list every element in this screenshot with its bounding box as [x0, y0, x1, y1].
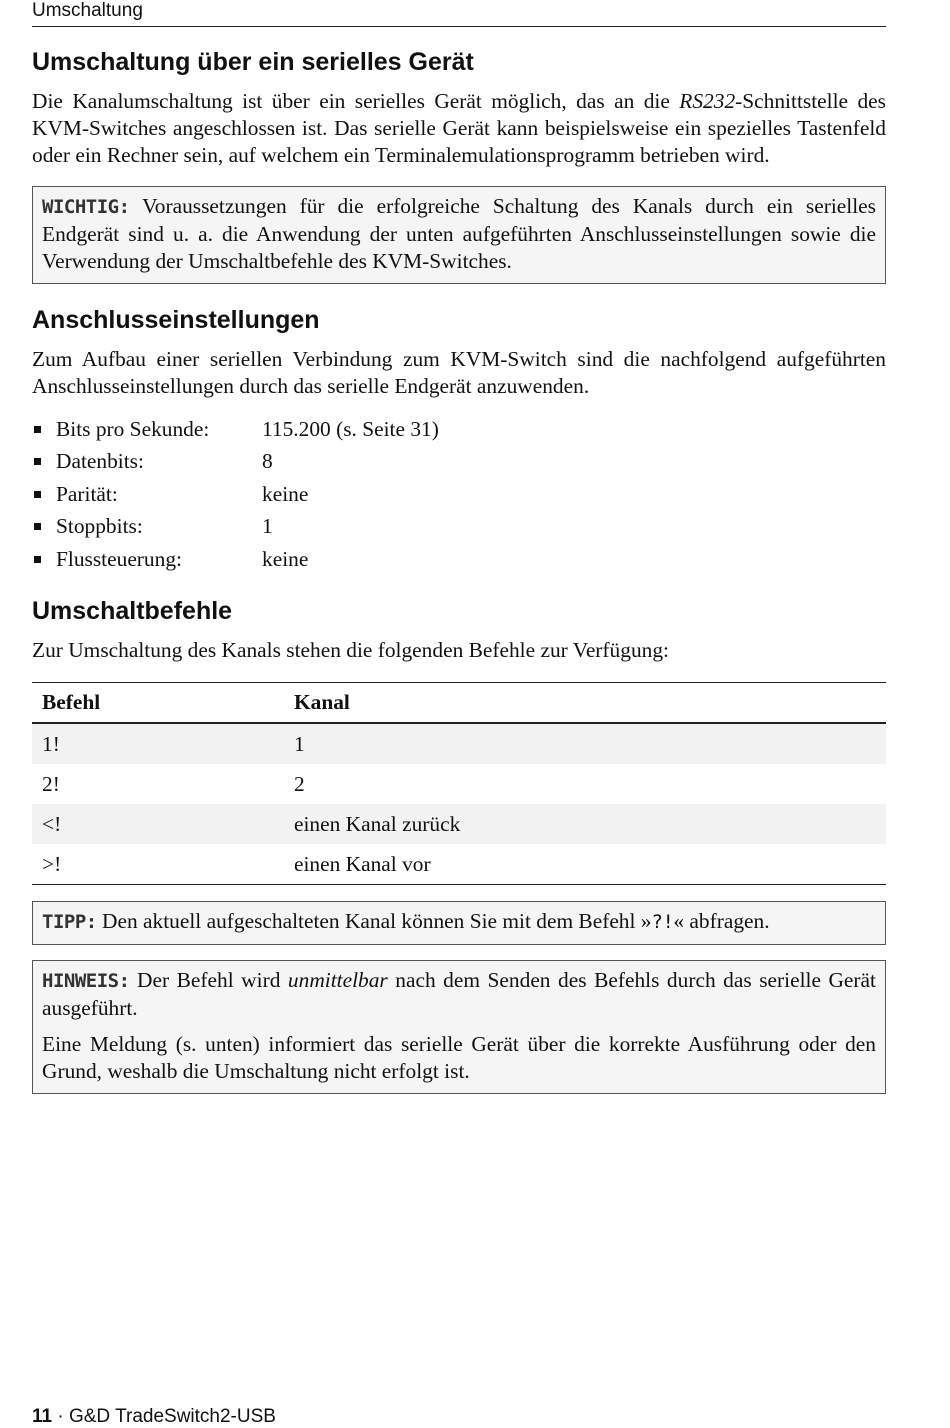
command-cell: <! — [32, 804, 284, 844]
channel-cell: 1 — [284, 723, 886, 764]
emphasis-text: unmittelbar — [287, 968, 388, 993]
bullet-icon — [34, 556, 41, 563]
page-number: 11 — [32, 1406, 53, 1427]
hint-keyword: HINWEIS: — [42, 970, 130, 993]
running-header: Umschaltung — [32, 0, 886, 27]
tip-note-text — [42, 908, 876, 936]
important-note-text — [42, 193, 876, 275]
table-row — [32, 764, 886, 804]
commands-table — [32, 682, 886, 885]
settings-list-item — [32, 478, 886, 510]
query-command: ?! — [651, 911, 674, 934]
text-fragment: -Schnittstelle des KVM-Switches angeschlossen ist. Das serielle Gerät kann beispielsweise ein spezielles Tastenfeld oder ein Rechner sein, auf welchem ein Terminalemulationsprogramm betrieben wird. — [32, 89, 886, 167]
text-fragment: nach dem Senden des Befehls durch das serielle Gerät ausgeführt. — [42, 968, 876, 1021]
settings-list-item — [32, 510, 886, 542]
table-row — [32, 844, 886, 885]
setting-label: Bits pro Sekunde: — [56, 417, 210, 441]
hint-note-text — [42, 967, 876, 1022]
settings-list-item — [32, 543, 886, 575]
text-fragment: Die Kanalumschaltung ist über ein serielles Gerät möglich, das an die — [32, 89, 680, 113]
tip-keyword: TIPP: — [42, 911, 97, 934]
setting-value: 8 — [262, 449, 273, 474]
setting-label: Stoppbits: — [56, 514, 143, 539]
page-footer — [32, 1406, 276, 1428]
setting-value: 1 — [262, 514, 273, 539]
settings-list — [32, 413, 886, 575]
channel-cell: einen Kanal zurück — [284, 804, 886, 844]
page-content — [32, 46, 886, 1094]
command-cell: >! — [32, 844, 284, 885]
text-fragment: Den aktuell aufgeschalteten Kanal können Sie mit dem Befehl » — [96, 909, 652, 934]
hint-note-paragraph-2: Eine Meldung (s. unten) informiert das serielle Gerät über die korrekte Ausführung oder den Grund, weshalb die Umschaltung nicht erfolgt ist. — [42, 1032, 876, 1084]
section-heading-connection-settings: Anschlusseinstellungen — [32, 306, 320, 334]
column-header-command: Befehl — [32, 683, 284, 724]
channel-cell: 2 — [294, 771, 305, 796]
footer-separator: · — [52, 1406, 69, 1427]
note-text: Voraussetzungen für die erfolgreiche Schaltung des Kanals durch ein serielles Endgerät sind u. a. die Anwendung der unten aufgeführten Anschlusseinstellungen sowie die Verwendung der Umschaltbefehle des KVM-Switches. — [42, 194, 876, 273]
text-fragment: Der Befehl wird — [129, 968, 288, 993]
section-heading-serial-switching: Umschaltung über ein serielles Gerät — [32, 48, 474, 76]
setting-value: 115.200 (s. Seite 31) — [262, 417, 439, 441]
paragraph-connection-settings: Zum Aufbau einer seriellen Verbindung zum KVM-Switch sind die nachfolgend aufgeführten Anschlusseinstellungen durch das serielle Endgerät anzuwenden. — [32, 347, 886, 398]
bullet-icon — [34, 426, 41, 433]
setting-label: Flussteuerung: — [56, 546, 182, 571]
table-row — [32, 723, 886, 764]
important-note-box — [32, 186, 886, 284]
text-fragment: « abfragen. — [673, 909, 770, 934]
tip-note-box — [32, 901, 886, 945]
hint-note-box — [32, 960, 886, 1094]
setting-label: Parität: — [56, 481, 118, 506]
product-name: G&D TradeSwitch2-USB — [68, 1406, 276, 1427]
bullet-icon — [34, 458, 41, 465]
table-row — [32, 804, 886, 844]
bullet-icon — [34, 491, 41, 498]
command-cell: 2! — [42, 771, 60, 796]
important-keyword: WICHTIG: — [42, 196, 130, 218]
command-cell: 1! — [32, 723, 284, 764]
setting-label: Datenbits: — [56, 449, 144, 474]
interface-name: RS232 — [679, 89, 736, 113]
setting-value: keine — [262, 546, 309, 571]
table-header-row — [32, 683, 886, 724]
settings-list-item — [32, 445, 886, 477]
paragraph-switch-commands: Zur Umschaltung des Kanals stehen die folgenden Befehle zur Verfügung: — [32, 638, 669, 663]
section-heading-switch-commands: Umschaltbefehle — [32, 597, 233, 626]
bullet-icon — [34, 523, 41, 530]
paragraph-serial-intro — [32, 88, 886, 169]
column-header-channel: Kanal — [284, 683, 886, 724]
channel-cell: einen Kanal vor — [284, 844, 886, 885]
setting-value: keine — [262, 481, 309, 506]
settings-list-item — [32, 413, 886, 445]
